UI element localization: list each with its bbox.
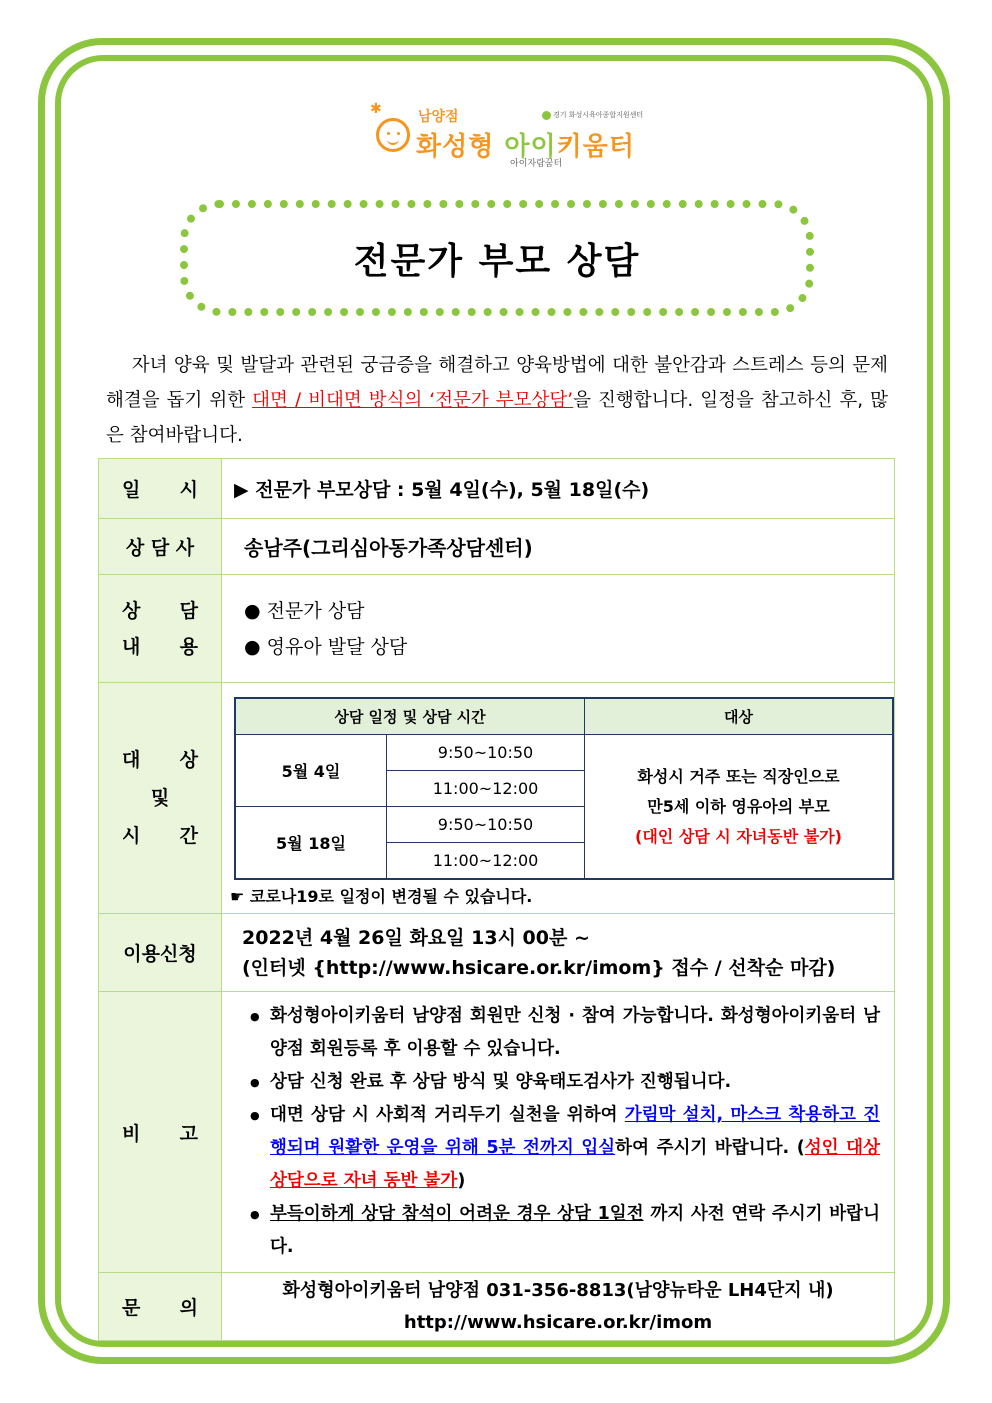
content-item: ● 전문가 상담 (244, 599, 365, 622)
row-apply (99, 914, 895, 992)
remark-item: ● 상담 신청 완료 후 상담 방식 및 양육태도검사가 진행됩니다. (250, 1066, 880, 1099)
logo-branch: 남양점 (418, 109, 459, 125)
value-counselor: 송남주(그리심아동가족상담센터) (222, 519, 895, 575)
remark-item: ● 대면 상담 시 사회적 거리두기 실천을 위하여 가림막 설치, 마스크 착용하고 진행되며 원활한 운영을 위해 5분 전까지 입실하여 주시기 바랍니다. (성인 대상 상담으로 자녀 동반 불가) (250, 1099, 880, 1198)
star-icon: ✱ (370, 101, 382, 117)
remark-item: ● 화성형아이키움터 남양점 회원만 신청 · 참여 가능합니다. 화성형아이키움터 남양점 회원등록 후 이용할 수 있습니다. (250, 1000, 880, 1066)
value-date: ▶ 전문가 부모상담 : 5월 4일(수), 5월 18일(수) (222, 459, 895, 519)
remark-item: ● 부득이하게 상담 참석이 어려운 경우 상담 1일전 까지 사전 연락 주시기 바랍니다. (250, 1198, 880, 1264)
intro-highlight: 대면 / 비대면 방식의 ‘전문가 부모상담’ (252, 390, 574, 411)
row-counselor (99, 519, 895, 575)
contact-url[interactable]: http://www.hsicare.or.kr/imom (403, 1311, 713, 1333)
value-content (222, 575, 895, 683)
logo-sub: 아이자람꿈터 (510, 159, 563, 169)
schedule-day: 5월 18일 (235, 807, 387, 880)
info-table (98, 458, 895, 1341)
content-item: ● 영유아 발달 상담 (244, 635, 408, 658)
schedule-slot: 9:50~10:50 (387, 735, 585, 771)
label-content: 상 담 내 용 (99, 575, 222, 683)
label-target: 대 상 및 시 간 (99, 683, 222, 914)
label-date: 일 시 (99, 459, 222, 519)
row-contact (99, 1273, 895, 1341)
value-remarks (222, 992, 895, 1273)
schedule-slot: 9:50~10:50 (387, 807, 585, 843)
schedule-table (234, 697, 894, 880)
page-title: 전문가 부모 상담 (353, 240, 641, 282)
intro-paragraph: 자녀 양육 및 발달과 관련된 궁금증을 해결하고 양육방법에 대한 불안감과 스트레스 등의 문제 해결을 돕기 위한 대면 / 비대면 방식의 ‘전문가 부모상담’을 진행합니다. 일정을 참고하신 후, 많은 참여바랍니다. (106, 355, 889, 446)
value-contact (222, 1273, 895, 1341)
child-face-icon (376, 118, 410, 152)
schedule-day: 5월 4일 (235, 735, 387, 807)
row-date (99, 459, 895, 519)
label-remarks: 비 고 (99, 992, 222, 1273)
contact-phone: 화성형아이키움터 남양점 031-356-8813(남양뉴타운 LH4단지 내) (282, 1279, 834, 1301)
logo (370, 100, 644, 172)
row-target (99, 683, 895, 914)
schedule-note: ☛ 코로나19로 일정이 변경될 수 있습니다. (230, 887, 533, 906)
center-logo-icon (542, 111, 551, 120)
schedule-slot: 11:00~12:00 (387, 771, 585, 807)
row-remarks (99, 992, 895, 1273)
label-counselor: 상 담 사 (99, 519, 222, 575)
logo-name: 화성형 아이키움터 (416, 132, 635, 162)
logo-center-name: 경기 화성시육아종합지원센터 (542, 110, 643, 120)
schedule-slot: 11:00~12:00 (387, 843, 585, 880)
label-contact: 문 의 (99, 1273, 222, 1341)
schedule-header-time: 상담 일정 및 상담 시간 (235, 698, 585, 735)
schedule-header-target: 대상 (585, 698, 894, 735)
value-apply: 2022년 4월 26일 화요일 13시 00분 ~ (인터넷 {http://www.hsicare.or.kr/imom} 접수 / 선착순 마감) (222, 914, 895, 992)
remarks-list (222, 992, 894, 1272)
row-content (99, 575, 895, 683)
schedule-target: 화성시 거주 또는 직장인으로 만5세 이하 영유아의 부모 (대인 상담 시 자녀동반 불가) (585, 735, 894, 880)
label-apply: 이용신청 (99, 914, 222, 992)
value-target (222, 683, 895, 914)
title-box (180, 200, 814, 316)
